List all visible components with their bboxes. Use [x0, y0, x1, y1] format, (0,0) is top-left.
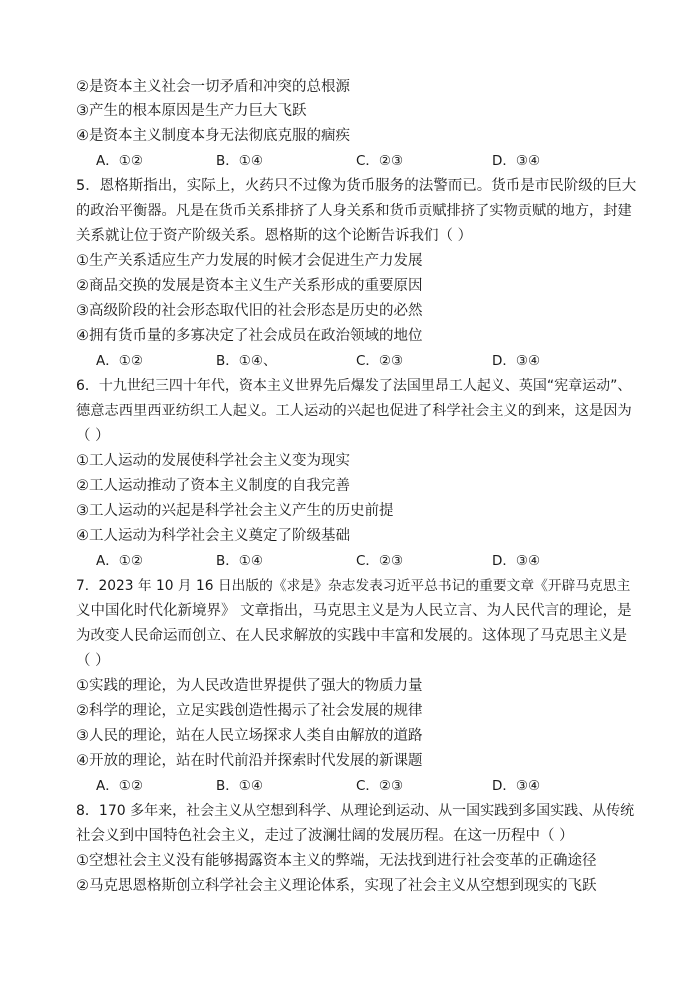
choice-a: A．①②	[96, 153, 143, 169]
choice-c: C．②③	[356, 353, 404, 369]
q4-option-2: ②是资本主义社会一切矛盾和冲突的总根源	[76, 79, 350, 95]
choice-c: C．②③	[356, 153, 404, 169]
q6-stem-line: 德意志西里西亚纺织工人起义。工人运动的兴起也促进了科学社会主义的到来，这是因为	[76, 403, 632, 419]
choice-d: D．③④	[492, 353, 541, 369]
q7-option-2: ②科学的理论，立足实践创造性揭示了社会发展的规律	[76, 703, 423, 719]
q8-option-1: ①空想社会主义没有能够揭露资本主义的弊端，无法找到进行社会变革的正确途径	[76, 853, 597, 869]
q7-stem-line: 7．2023 年 10 月 16 日出版的《求是》杂志发表习近平总书记的重要文章《开辟马克思主	[76, 578, 631, 594]
q4-option-4: ④是资本主义制度本身无法彻底克服的痼疾	[76, 128, 350, 144]
q7-option-3: ③人民的理论，站在人民立场探求人类自由解放的道路	[76, 728, 423, 744]
q5-stem-line: 的政治平衡器。凡是在货币关系排挤了人身关系和货币贡赋排挤了实物贡赋的地方，封建	[76, 203, 632, 219]
q7-choices	[96, 776, 616, 796]
q6-option-2: ②工人运动推动了资本主义制度的自我完善	[76, 478, 350, 494]
choice-a: A．①②	[96, 553, 143, 569]
q7-stem-line: 为改变人民命运而创立、在人民求解放的实践中丰富和发展的。这体现了马克思主义是	[76, 628, 627, 644]
q6-stem-line: 6．十九世纪三四十年代，资本主义世界先后爆发了法国里昂工人起义、英国“宪章运动”、	[76, 378, 632, 394]
q5-stem-line: 5．恩格斯指出，实际上，火药只不过像为货币服务的法警而已。货币是市民阶级的巨大	[76, 178, 637, 194]
q7-stem-line: （ ）	[76, 653, 110, 669]
q7-option-4: ④开放的理论，站在时代前沿并探索时代发展的新课题	[76, 753, 423, 769]
choice-d: D．③④	[492, 778, 541, 794]
q8-stem-line: 8．170 多年来，社会主义从空想到科学、从理论到运动、从一国实践到多国实践、从传统	[76, 803, 635, 819]
q6-choices	[96, 551, 616, 571]
q4-choices	[96, 151, 616, 171]
choice-c: C．②③	[356, 778, 404, 794]
q6-stem-line: （ ）	[76, 428, 110, 444]
choice-b: B．①④	[216, 778, 263, 794]
q5-option-3: ③高级阶段的社会形态取代旧的社会形态是历史的必然	[76, 303, 423, 319]
q7-stem-line: 义中国化时代化新境界》 文章指出，马克思主义是为人民立言、为人民代言的理论，是	[76, 603, 632, 619]
choice-b: B．①④	[216, 553, 263, 569]
choice-a: A．①②	[96, 778, 143, 794]
choice-c: C．②③	[356, 553, 404, 569]
q5-option-4: ④拥有货币量的多寡决定了社会成员在政治领域的地位	[76, 328, 423, 344]
q8-option-2: ②马克思恩格斯创立科学社会主义理论体系，实现了社会主义从空想到现实的飞跃	[76, 878, 597, 894]
q6-option-1: ①工人运动的发展使科学社会主义变为现实	[76, 453, 350, 469]
choice-b: B．①④、	[216, 353, 277, 369]
choice-d: D．③④	[492, 553, 541, 569]
q7-option-1: ①实践的理论，为人民改造世界提供了强大的物质力量	[76, 678, 423, 694]
q5-option-2: ②商品交换的发展是资本主义生产关系形成的重要原因	[76, 278, 423, 294]
q5-option-1: ①生产关系适应生产力发展的时候才会促进生产力发展	[76, 253, 423, 269]
q5-stem-line: 关系就让位于资产阶级关系。恩格斯的这个论断告诉我们（ ）	[76, 228, 473, 244]
q8-stem-line: 社会义到中国特色社会主义，走过了波澜壮阔的发展历程。在这一历程中（ ）	[76, 828, 574, 844]
choice-b: B．①④	[216, 153, 263, 169]
q6-option-3: ③工人运动的兴起是科学社会主义产生的历史前提	[76, 503, 394, 519]
choice-a: A．①②	[96, 353, 143, 369]
q4-option-3: ③产生的根本原因是生产力巨大飞跃	[76, 103, 307, 119]
choice-d: D．③④	[492, 153, 541, 169]
q5-choices	[96, 351, 616, 371]
q6-option-4: ④工人运动为科学社会主义奠定了阶级基础	[76, 528, 350, 544]
